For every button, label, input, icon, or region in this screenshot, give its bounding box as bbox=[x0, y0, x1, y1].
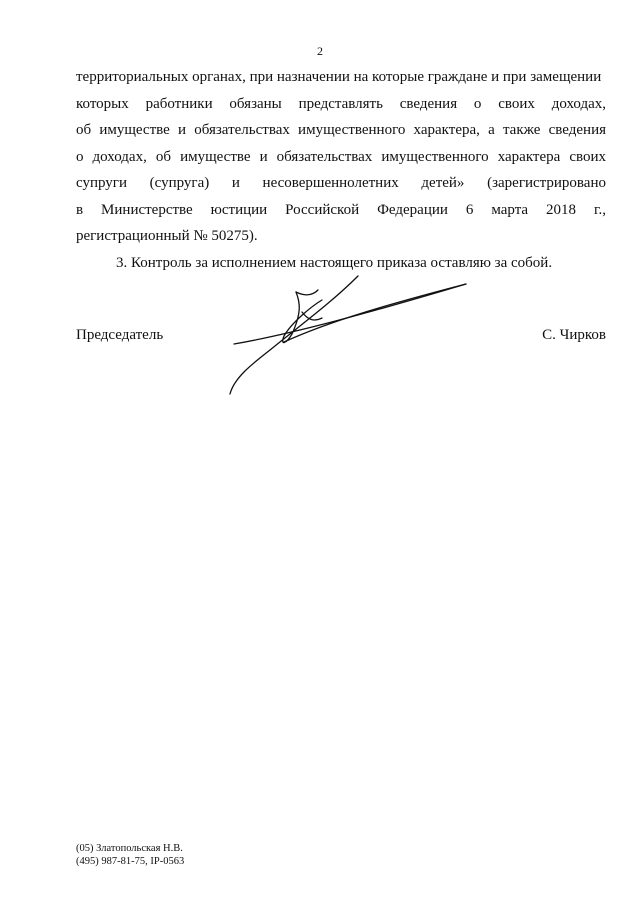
executor-footer bbox=[76, 842, 184, 868]
body-line-7: регистрационный № 50275). bbox=[76, 228, 258, 244]
footer-phone: (495) 987-81-75, IP-0563 bbox=[76, 856, 185, 867]
body-line-5: супруги (супруга) и несовершеннолетних детей» (зарегистрировано bbox=[76, 175, 606, 191]
paragraph-item-3: 3. Контроль за исполнением настоящего приказа оставляю за собой. bbox=[116, 254, 553, 271]
body-line-6: в Министерстве юстиции Российской Федерации 6 марта 2018 г., bbox=[76, 201, 606, 218]
signatory-role: Председатель bbox=[76, 327, 164, 343]
body-line-3: об имуществе и обязательствах имущественного характера, а также сведения bbox=[76, 122, 606, 138]
body-line-2: которых работники обязаны представлять сведения о своих доходах, bbox=[76, 95, 606, 112]
footer-executor: (05) Златопольская Н.В. bbox=[76, 843, 183, 854]
page-number: 2 bbox=[317, 44, 323, 58]
document-body bbox=[76, 64, 606, 276]
signatory-name: С. Чирков bbox=[542, 327, 606, 343]
body-line-4: о доходах, об имуществе и обязательствах имущественного характера своих bbox=[76, 148, 606, 165]
body-line-1: территориальных органах, при назначении на которые граждане и при замещении bbox=[76, 69, 602, 85]
handwritten-signature bbox=[222, 272, 472, 402]
